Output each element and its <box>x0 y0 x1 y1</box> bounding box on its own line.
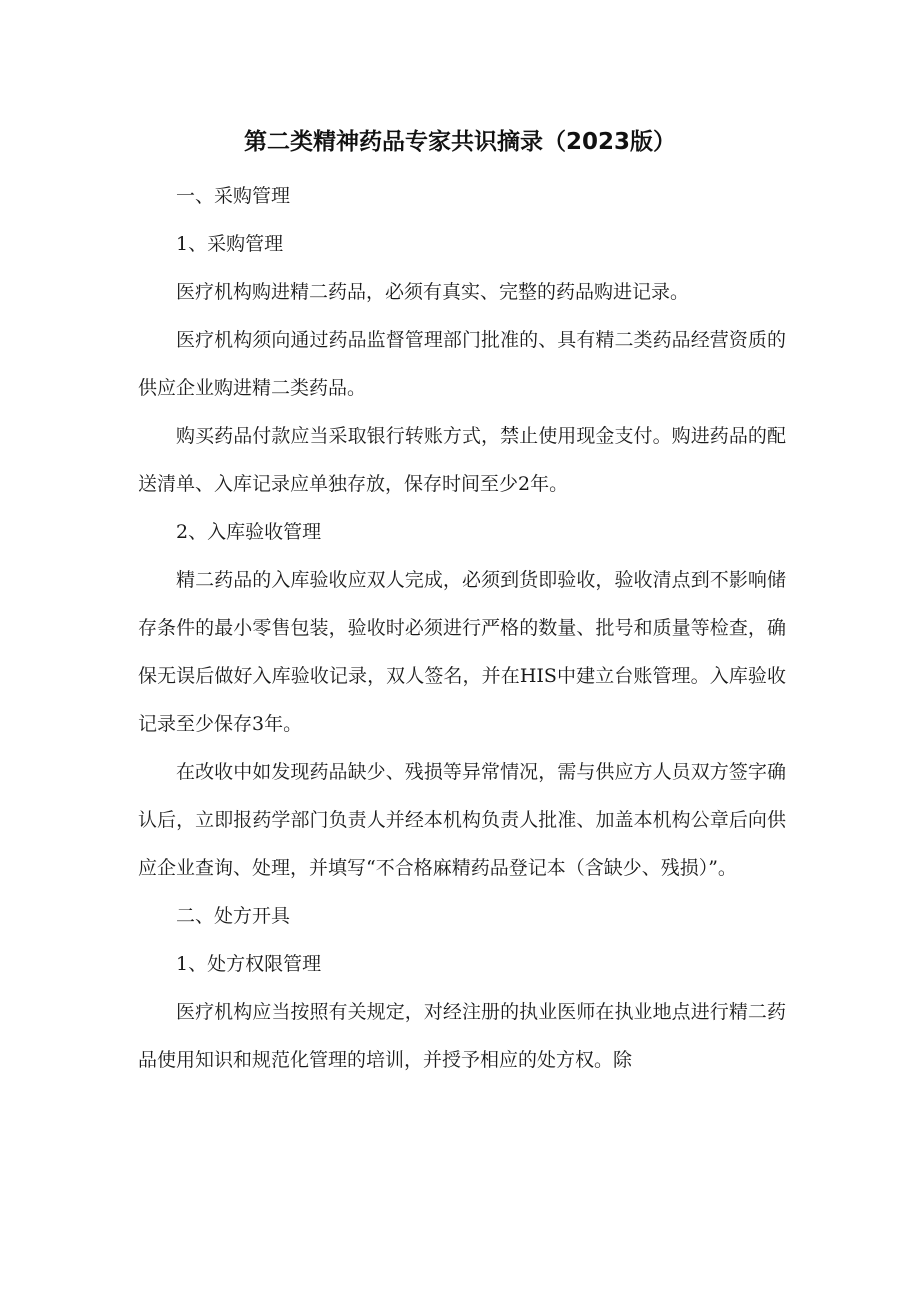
section-heading-prescription: 二、处方开具 <box>176 905 291 927</box>
document-body <box>138 172 786 1084</box>
paragraph: 购买药品付款应当采取银行转账方式，禁止使用现金支付。购进药品的配送清单、入库记录应单独存放，保存时间至少2年。 <box>138 425 786 495</box>
paragraph: 精二药品的入库验收应双人完成，必须到货即验收，验收清点到不影响储存条件的最小零售包装，验收时必须进行严格的数量、批号和质量等检查，确保无误后做好入库验收记录，双人签名，并在HIS中建立台账管理。入库验收记录至少保存3年。 <box>138 569 786 735</box>
paragraph: 在改收中如发现药品缺少、残损等异常情况，需与供应方人员双方签字确认后，立即报药学部门负责人并经本机构负责人批准、加盖本机构公章后向供应企业查询、处理，并填写“不合格麻精药品登记本（含缺少、残损）”。 <box>138 761 786 879</box>
section-heading-procurement: 一、采购管理 <box>176 185 291 207</box>
subsection-heading-procurement: 1、采购管理 <box>176 233 284 255</box>
subsection-heading-acceptance: 2、入库验收管理 <box>176 521 322 543</box>
paragraph: 医疗机构应当按照有关规定，对经注册的执业医师在执业地点进行精二药品使用知识和规范化管理的培训，并授予相应的处方权。除 <box>138 1001 786 1071</box>
subsection-heading-prescription-authority: 1、处方权限管理 <box>176 953 322 975</box>
document-title: 第二类精神药品专家共识摘录（2023版） <box>243 129 676 155</box>
paragraph: 医疗机构须向通过药品监督管理部门批准的、具有精二类药品经营资质的供应企业购进精二类药品。 <box>138 329 786 399</box>
paragraph: 医疗机构购进精二药品，必须有真实、完整的药品购进记录。 <box>176 281 690 303</box>
